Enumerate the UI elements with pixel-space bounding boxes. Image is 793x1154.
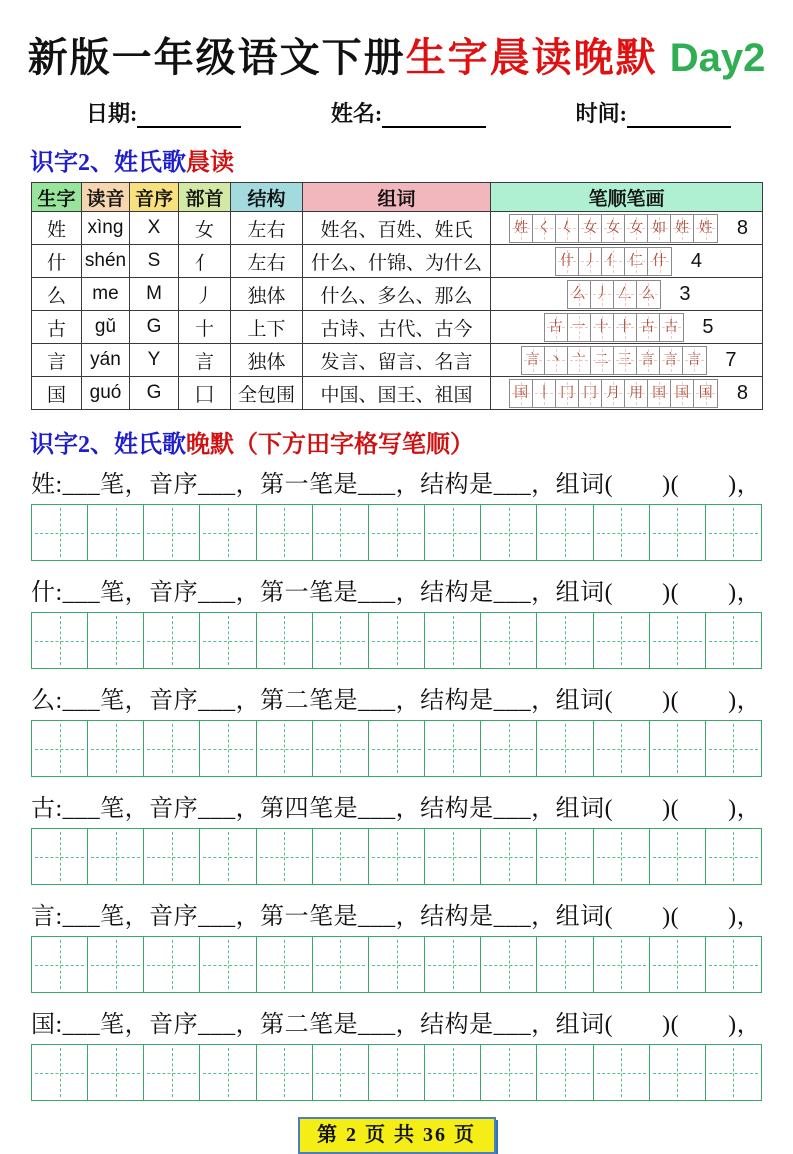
- tianzige-box: [313, 937, 369, 992]
- tianzige-box: [257, 613, 313, 668]
- tianzige-box: [144, 613, 200, 668]
- page-title: [0, 26, 793, 83]
- stroke-step: 丨: [533, 380, 556, 407]
- tianzige-box: [32, 613, 88, 668]
- tianzige-box: [88, 829, 144, 884]
- stroke-step: 十: [614, 314, 637, 341]
- tianzige-box: [369, 1045, 425, 1100]
- stroke-step: 女: [602, 215, 625, 242]
- practice-line: 么:___笔，音序___，第二笔是___，结构是___，组词( )( )，: [31, 688, 762, 714]
- stroke-step: 言: [637, 347, 660, 374]
- tianzige-box: [594, 1045, 650, 1100]
- col-header-stroke-order: 笔顺笔画: [491, 183, 763, 212]
- col-header-words: 组词: [303, 183, 491, 212]
- tianzige-box: [650, 613, 706, 668]
- stroke-step: 用: [625, 380, 648, 407]
- stroke-step: 女: [625, 215, 648, 242]
- cell-structure: 独体: [231, 344, 303, 377]
- tianzige-box: [594, 505, 650, 560]
- col-header-radical: 部首: [179, 183, 231, 212]
- tianzige-box: [257, 505, 313, 560]
- table-row: [32, 344, 763, 377]
- stroke-count: 5: [702, 315, 714, 338]
- stroke-order-strip: [509, 214, 718, 243]
- cell-stroke-order: [491, 245, 763, 278]
- tianzige-box: [257, 721, 313, 776]
- stroke-step: 二: [591, 347, 614, 374]
- col-header-initial: 音序: [130, 183, 179, 212]
- tianzige-box: [200, 937, 256, 992]
- title-red: 生字晨读晚默: [405, 35, 658, 80]
- stroke-step: 什: [556, 248, 579, 275]
- col-header-structure: 结构: [231, 183, 303, 212]
- time-label: 时间:: [575, 101, 627, 126]
- cell-words: 什么、多么、那么: [303, 278, 491, 311]
- table-header-row: [32, 183, 763, 212]
- cell-initial: X: [130, 212, 179, 245]
- tianzige-box: [144, 505, 200, 560]
- tianzige-box: [594, 829, 650, 884]
- stroke-step: 囯: [648, 380, 671, 407]
- cell-initial: M: [130, 278, 179, 311]
- tianzige-box: [369, 937, 425, 992]
- tianzige-box: [313, 1045, 369, 1100]
- cell-words: 什么、什锦、为什么: [303, 245, 491, 278]
- time-blank: [627, 104, 731, 128]
- cell-words: 发言、留言、名言: [303, 344, 491, 377]
- tianzige-box: [88, 613, 144, 668]
- tianzige-box: [369, 505, 425, 560]
- tianzige-box: [650, 1045, 706, 1100]
- stroke-order-strip: [555, 247, 672, 276]
- stroke-step: 什: [648, 248, 671, 275]
- stroke-step: 古: [545, 314, 568, 341]
- practice-line: 言:___笔，音序___，第一笔是___，结构是___，组词( )( )，: [31, 904, 762, 930]
- stroke-step: 么: [637, 281, 660, 308]
- stroke-step: 一: [568, 314, 591, 341]
- stroke-order-strip: [544, 313, 684, 342]
- col-header-char: 生字: [32, 183, 82, 212]
- tianzige-box: [144, 829, 200, 884]
- tianzige-box: [200, 613, 256, 668]
- tianzige-box: [32, 829, 88, 884]
- cell-stroke-order: [491, 377, 763, 410]
- stroke-step: 仁: [625, 248, 648, 275]
- practice-block: [31, 572, 793, 669]
- cell-pinyin: xìng: [82, 212, 130, 245]
- tianzige-box: [537, 505, 593, 560]
- cell-radical: 囗: [179, 377, 231, 410]
- stroke-count: 7: [725, 348, 737, 371]
- cell-pinyin: yán: [82, 344, 130, 377]
- tianzige-box: [369, 721, 425, 776]
- tianzige-box: [200, 505, 256, 560]
- stroke-step: 姓: [671, 215, 694, 242]
- stroke-count: 4: [690, 249, 702, 272]
- practice-block: [31, 788, 793, 885]
- stroke-step: 言: [660, 347, 683, 374]
- stroke-step: 如: [648, 215, 671, 242]
- practice-block: [31, 896, 793, 993]
- tianzige-box: [650, 505, 706, 560]
- practice-block: [31, 680, 793, 777]
- tianzige-box: [369, 613, 425, 668]
- cell-structure: 左右: [231, 212, 303, 245]
- practice-block: [31, 464, 793, 561]
- stroke-step: 亠: [568, 347, 591, 374]
- tianzige-box: [144, 721, 200, 776]
- cell-char: 国: [32, 377, 82, 410]
- tianzige-box: [200, 829, 256, 884]
- tianzige-box: [313, 613, 369, 668]
- tianzige-box: [706, 613, 761, 668]
- cell-char: 姓: [32, 212, 82, 245]
- stroke-count: 8: [736, 216, 748, 239]
- date-label: 日期:: [86, 101, 138, 126]
- tianzige-box: [313, 829, 369, 884]
- tianzige-box: [537, 937, 593, 992]
- tianzige-box: [144, 1045, 200, 1100]
- tianzige-box: [313, 721, 369, 776]
- time-field: [576, 97, 731, 128]
- cell-char: 古: [32, 311, 82, 344]
- stroke-step: 丿: [579, 248, 602, 275]
- tianzige-box: [706, 505, 761, 560]
- tianzige-box: [594, 721, 650, 776]
- stroke-count: 3: [679, 282, 691, 305]
- tianzige-box: [425, 505, 481, 560]
- cell-radical: 十: [179, 311, 231, 344]
- section2-mode: 晚默（下方田字格写笔顺）: [186, 432, 474, 458]
- stroke-step: 冂: [579, 380, 602, 407]
- tianzige-box: [257, 1045, 313, 1100]
- tianzige-box: [425, 1045, 481, 1100]
- date-blank: [137, 104, 241, 128]
- tianzige-box: [32, 1045, 88, 1100]
- tianzige-box: [425, 721, 481, 776]
- table-row: [32, 245, 763, 278]
- tianzige-box: [200, 721, 256, 776]
- stroke-step: 国: [671, 380, 694, 407]
- stroke-step: 言: [522, 347, 545, 374]
- page-number-badge: 第 2 页 共 36 页: [298, 1117, 496, 1154]
- tianzige-box: [706, 1045, 761, 1100]
- tianzige-grid-row: [31, 612, 762, 669]
- tianzige-box: [425, 937, 481, 992]
- stroke-step: 姓: [694, 215, 717, 242]
- section1-header: [30, 142, 793, 177]
- tianzige-grid-row: [31, 504, 762, 561]
- tianzige-box: [257, 937, 313, 992]
- tianzige-box: [481, 829, 537, 884]
- stroke-step: 亻: [602, 248, 625, 275]
- meta-row: [0, 83, 793, 128]
- tianzige-box: [481, 613, 537, 668]
- tianzige-box: [537, 721, 593, 776]
- tianzige-box: [257, 829, 313, 884]
- stroke-step: 𠃋: [614, 281, 637, 308]
- tianzige-box: [88, 721, 144, 776]
- stroke-step: 国: [510, 380, 533, 407]
- tianzige-box: [32, 505, 88, 560]
- stroke-order-strip: [521, 346, 707, 375]
- practice-line: 国:___笔，音序___，第二笔是___，结构是___，组词( )( )，: [31, 1012, 762, 1038]
- cell-pinyin: guó: [82, 377, 130, 410]
- stroke-step: 女: [579, 215, 602, 242]
- tianzige-box: [313, 505, 369, 560]
- tianzige-box: [144, 937, 200, 992]
- name-field: [331, 97, 486, 128]
- name-label: 姓名:: [330, 101, 383, 126]
- practice-line: 古:___笔，音序___，第四笔是___，结构是___，组词( )( )，: [31, 796, 762, 822]
- practice-line: 什:___笔，音序___，第一笔是___，结构是___，组词( )( )，: [31, 580, 762, 606]
- title-black: 新版一年级语文下册: [27, 35, 406, 80]
- cell-pinyin: shén: [82, 245, 130, 278]
- tianzige-box: [369, 829, 425, 884]
- cell-radical: 言: [179, 344, 231, 377]
- section1-lesson: 识字2、姓氏歌: [30, 150, 186, 176]
- name-blank: [382, 104, 486, 128]
- vocab-table: [31, 182, 763, 410]
- cell-structure: 全包围: [231, 377, 303, 410]
- tianzige-box: [650, 721, 706, 776]
- stroke-step: 𡿨: [556, 215, 579, 242]
- title-day-badge: Day2: [669, 36, 766, 80]
- date-field: [86, 97, 241, 128]
- stroke-step: 言: [683, 347, 706, 374]
- col-header-pinyin: 读音: [82, 183, 130, 212]
- tianzige-box: [425, 613, 481, 668]
- tianzige-box: [481, 937, 537, 992]
- tianzige-box: [650, 937, 706, 992]
- table-row: [32, 278, 763, 311]
- cell-stroke-order: [491, 311, 763, 344]
- cell-initial: G: [130, 377, 179, 410]
- section2-header: [30, 424, 793, 459]
- tianzige-box: [650, 829, 706, 884]
- tianzige-box: [706, 829, 761, 884]
- tianzige-box: [481, 505, 537, 560]
- cell-structure: 上下: [231, 311, 303, 344]
- stroke-step: 古: [660, 314, 683, 341]
- table-row: [32, 212, 763, 245]
- tianzige-box: [537, 1045, 593, 1100]
- cell-pinyin: gǔ: [82, 311, 130, 344]
- stroke-step: く: [533, 215, 556, 242]
- stroke-step: 姓: [510, 215, 533, 242]
- table-row: [32, 377, 763, 410]
- cell-initial: G: [130, 311, 179, 344]
- tianzige-grid-row: [31, 720, 762, 777]
- tianzige-box: [88, 1045, 144, 1100]
- section2-lesson: 识字2、姓氏歌: [30, 432, 186, 458]
- stroke-count: 8: [736, 381, 748, 404]
- tianzige-box: [200, 1045, 256, 1100]
- cell-initial: S: [130, 245, 179, 278]
- tianzige-grid-row: [31, 828, 762, 885]
- cell-structure: 独体: [231, 278, 303, 311]
- cell-pinyin: me: [82, 278, 130, 311]
- cell-stroke-order: [491, 278, 763, 311]
- tianzige-box: [594, 937, 650, 992]
- tianzige-grid-row: [31, 1044, 762, 1101]
- section1-mode: 晨读: [186, 150, 234, 176]
- stroke-step: 古: [637, 314, 660, 341]
- cell-radical: 亻: [179, 245, 231, 278]
- tianzige-box: [425, 829, 481, 884]
- stroke-step: 国: [694, 380, 717, 407]
- cell-structure: 左右: [231, 245, 303, 278]
- cell-char: 么: [32, 278, 82, 311]
- cell-stroke-order: [491, 212, 763, 245]
- tianzige-box: [481, 721, 537, 776]
- stroke-step: 冂: [556, 380, 579, 407]
- cell-words: 古诗、古代、古今: [303, 311, 491, 344]
- cell-char: 言: [32, 344, 82, 377]
- stroke-order-strip: [567, 280, 661, 309]
- stroke-step: 十: [591, 314, 614, 341]
- cell-char: 什: [32, 245, 82, 278]
- cell-radical: 女: [179, 212, 231, 245]
- stroke-step: 三: [614, 347, 637, 374]
- stroke-step: 丶: [545, 347, 568, 374]
- tianzige-box: [88, 505, 144, 560]
- table-row: [32, 311, 763, 344]
- tianzige-box: [32, 721, 88, 776]
- stroke-step: 么: [568, 281, 591, 308]
- tianzige-grid-row: [31, 936, 762, 993]
- cell-words: 姓名、百姓、姓氏: [303, 212, 491, 245]
- stroke-step: 丿: [591, 281, 614, 308]
- tianzige-box: [706, 721, 761, 776]
- stroke-step: 月: [602, 380, 625, 407]
- practice-line: 姓:___笔，音序___，第一笔是___，结构是___，组词( )( )，: [31, 472, 762, 498]
- tianzige-box: [706, 937, 761, 992]
- cell-radical: 丿: [179, 278, 231, 311]
- tianzige-box: [88, 937, 144, 992]
- cell-words: 中国、国王、祖国: [303, 377, 491, 410]
- cell-stroke-order: [491, 344, 763, 377]
- tianzige-box: [32, 937, 88, 992]
- tianzige-box: [537, 829, 593, 884]
- stroke-order-strip: [509, 379, 718, 408]
- tianzige-box: [537, 613, 593, 668]
- tianzige-box: [594, 613, 650, 668]
- practice-block: [31, 1004, 793, 1101]
- cell-initial: Y: [130, 344, 179, 377]
- tianzige-box: [481, 1045, 537, 1100]
